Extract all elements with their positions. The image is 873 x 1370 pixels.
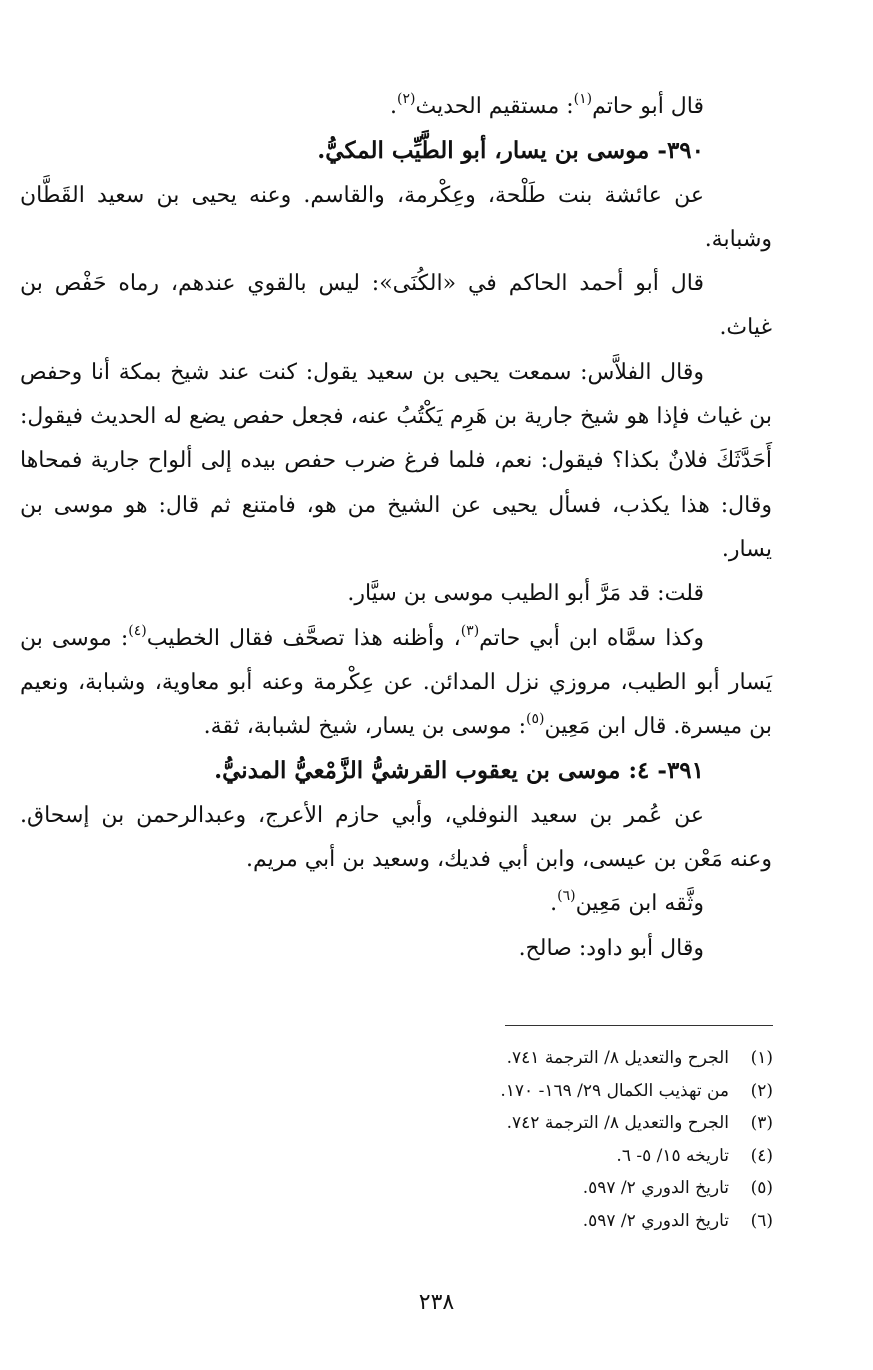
footnote [300,1205,773,1238]
footnote-text: تاريخه ١٥/ ٥- ٦. [616,1145,729,1166]
footnote-text: الجرح والتعديل ٨/ الترجمة ٧٤١. [506,1048,729,1068]
footnotes [300,1042,773,1237]
paragraph-390-narrators: عن عائشة بنت طَلْحة، وعِكْرمة، والقاسم. وعنه يحيى بن سعيد القَطَّان وشبابة. [20,182,772,252]
footnote-number: (٢) [750,1080,773,1101]
footnote-ref: (٥) [526,711,545,728]
footnote [300,1042,773,1075]
text-run: : مستقيم الحديث [415,94,574,119]
footnote [300,1107,773,1140]
paragraph-391-abu-dawud: وقال أبو داود: صالح. [518,935,704,961]
text-run: وكذا سمَّاه ابن أبي حاتم [479,625,704,651]
footnote [300,1075,773,1108]
paragraph-391-narrators: عن عُمر بن سعيد النوفلي، وأبي حازم الأعرج، وعبدالرحمن بن إسحاق. وعنه مَعْن بن عيسى، وابن أبي فديك، وسعيد بن أبي مريم. [20,802,772,873]
footnote-ref: (٢) [397,91,416,107]
paragraph-390-fallas: وقال الفلاَّس: سمعت يحيى بن سعيد يقول: كنت عند شيخ بمكة أنا وحفص بن غياث فإذا هو شيخ جارية بن هَرِم يَكْتُبُ عنه، فجعل حفص يضع له الحديث فيقول: أَحَدَّثَكَ فلانٌ بكذا؟ فيقول: نعم، فلما فرغ ضرب حفص بيده إلى ألواح جارية فمحاها وقال: هذا يكذب، فسأل يحيى عن الشيخ من هو، فامتنع ثم قال: هو موسى بن يسار. [20,359,772,562]
footnote-number: (١) [750,1048,773,1068]
footnote [300,1140,773,1173]
footnote-number: (٤) [750,1145,773,1166]
main-text [20,85,772,971]
footnote-text: تاريخ الدوري ٢/ ٥٩٧. [582,1178,729,1198]
paragraph-391-ibn-main [20,882,772,926]
text-run: . [390,94,398,119]
footnote-ref: (٦) [557,888,576,905]
footnote-text: تاريخ الدوري ٢/ ٥٩٧. [582,1210,729,1231]
footnote-number: (٥) [750,1178,773,1198]
footnote-separator [505,1025,773,1026]
text-run: . [550,891,558,917]
footnote-ref: (٤) [128,622,147,639]
paragraph-390-qult: قلت: قد مَرَّ أبو الطيب موسى بن سيَّار. [347,581,704,607]
text-run: وثَّقه ابن مَعِين [575,891,704,917]
entry-heading-390: ٣٩٠- موسى بن يسار، أبو الطَّيِّب المكيُّ. [317,137,704,165]
paragraph-abu-hatim [20,85,772,129]
footnote-ref: (٣) [460,622,480,639]
footnote-text: الجرح والتعديل ٨/ الترجمة ٧٤٢. [506,1113,729,1133]
footnote [300,1172,773,1205]
paragraph-390-hakim: قال أبو أحمد الحاكم في «الكُنَى»: ليس بالقوي عندهم، رماه حَفْص بن غياث. [20,271,772,341]
footnote-number: (٦) [750,1210,773,1231]
text-run: : موسى بن يسار، شيخ لشبابة، ثقة. [203,714,526,740]
text-run: : موسى بن يَسار أبو الطيب، مروزي نزل المدائن. عن عِكْرمة وعنه أبو معاوية، وشبابة، ونعيم بن ميسرة. قال ابن مَعِين [20,625,772,740]
entry-heading-391: ٣٩١- ٤: موسى بن يعقوب القرشيُّ الزَّمْعيُّ المدنيُّ. [214,757,704,785]
footnote-number: (٣) [750,1113,773,1133]
footnote-text: من تهذيب الكمال ٢٩/ ١٦٩- ١٧٠. [500,1080,729,1101]
text-run: قال أبو حاتم [592,94,704,119]
text-run: ، وأظنه هذا تصحَّف فقال الخطيب [146,625,461,651]
paragraph-390-khatib [20,617,772,750]
footnote-ref: (١) [573,91,593,107]
page-number: ٢٣٨ [418,1290,455,1315]
